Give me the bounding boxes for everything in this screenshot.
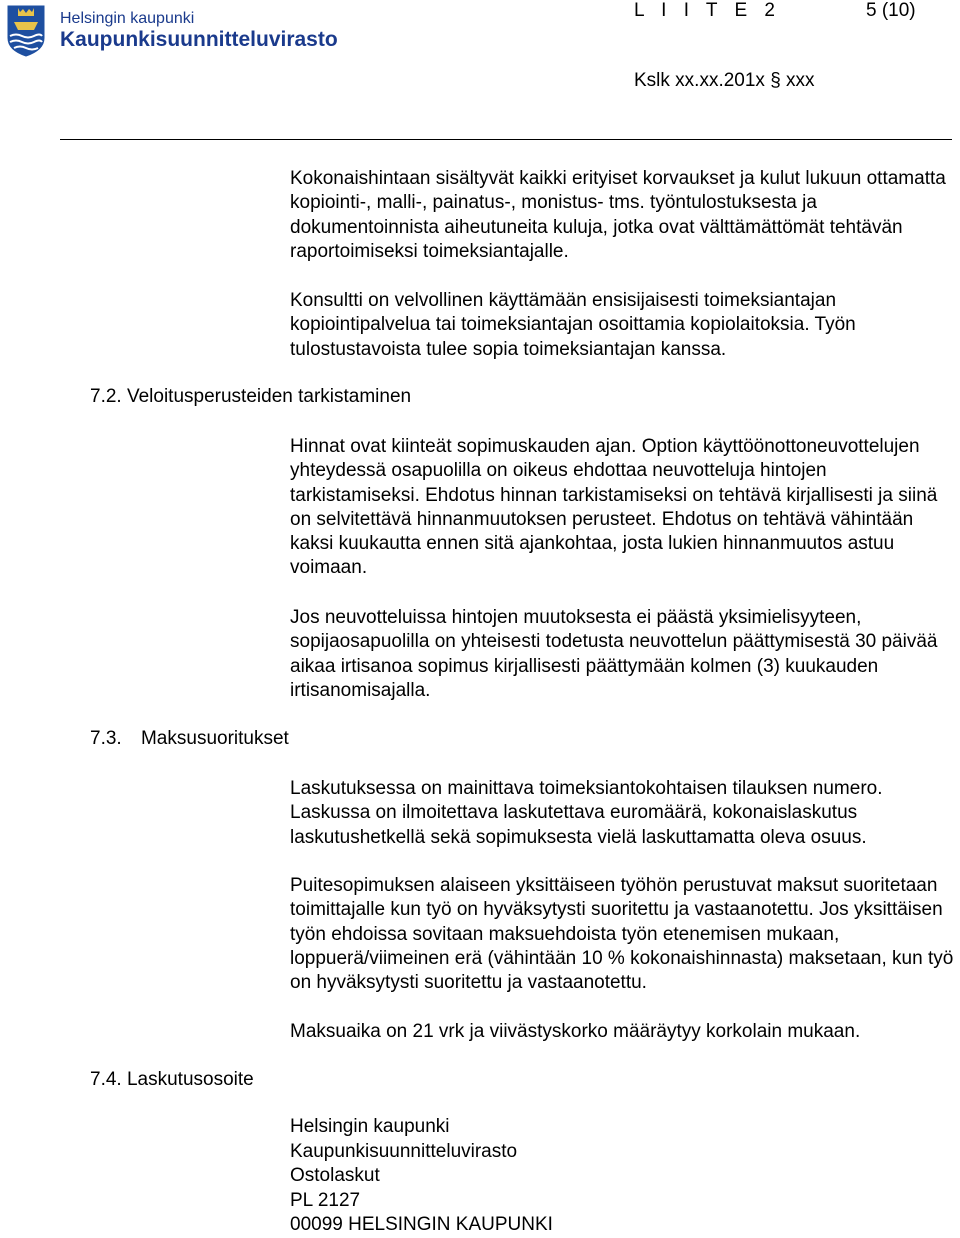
address-line: PL 2127	[290, 1189, 361, 1211]
org-name: Helsingin kaupunki	[60, 10, 195, 27]
paragraph-price-review: Hinnat ovat kiinteät sopimuskauden ajan. Option käyttöönottoneuvottelujen yhteydessä osapuolilla on oikeus ehdottaa neuvotteluja hintojen tarkistamiseksi. Ehdotus hinnan tarkistamiseksi on tehtävä kirjallisesti ja siinä on selvitettävä hinnanmuutoksen perusteet. Ehdotus on tehtävä vähintään kaksi kuukautta ennen sitä ajankohtaa, josta lukien hinnanmuutos astuu voimaan.	[290, 436, 938, 579]
page-number: 5 (10)	[866, 0, 916, 21]
section-title: Veloitusperusteiden tarkistaminen	[126, 386, 412, 407]
address-line: Ostolaskut	[290, 1165, 380, 1187]
header-divider	[60, 139, 952, 140]
section-number: 7.4.	[90, 1069, 122, 1090]
paragraph-invoicing: Laskutuksessa on mainittava toimeksiantokohtaisen tilauksen numero. Laskussa on ilmoitettava laskutettava euromäärä, kokonaislaskutus laskutushetkellä sekä sopimuksesta vielä laskuttamatta oleva osuus.	[290, 778, 883, 848]
section-number: 7.3.	[90, 728, 122, 749]
reference-number: Kslk xx.xx.201x § xxx	[634, 70, 815, 91]
document-label: L I I T E 2	[634, 0, 781, 21]
address-line: Kaupunkisuunnitteluvirasto	[290, 1140, 518, 1162]
section-heading-7-2	[90, 386, 411, 408]
department-name: Kaupunkisuunnitteluvirasto	[60, 28, 338, 51]
section-title: Maksusuoritukset	[140, 728, 289, 749]
address-line: 00099 HELSINGIN KAUPUNKI	[290, 1214, 553, 1236]
section-title: Laskutusosoite	[126, 1069, 254, 1090]
section-heading-7-3	[90, 728, 289, 750]
address-line: Helsingin kaupunki	[290, 1116, 450, 1137]
billing-address	[290, 1115, 553, 1238]
paragraph-payment-term: Maksuaika on 21 vrk ja viivästyskorko määräytyy korkolain mukaan.	[290, 1021, 861, 1042]
paragraph-payments: Puitesopimuksen alaiseen yksittäiseen työhön perustuvat maksut suoritetaan toimittajalle kun työ on hyväksytysti suoritettu ja vastaanotettu. Jos yksittäisen työn ehdoissa sovitaan maksuehdoista työn etenemisen mukaan, loppuerä/viimeinen erä (vähintään 10 % kokonaishinnasta) maksetaan, kun työ on hyväksytysti suoritettu ja vastaanotettu.	[290, 875, 954, 994]
section-number: 7.2.	[90, 386, 122, 407]
section-heading-7-4	[90, 1069, 254, 1091]
paragraph-total-price: Kokonaishintaan sisältyvät kaikki erityiset korvaukset ja kulut lukuun ottamatta kopiointi-, malli-, painatus-, monistus- tms. työntulostuksesta ja dokumentoinnista aiheutuneita kuluja, jotka ovat välttämättömät tehtävän raportoimiseksi toimeksiantajalle.	[290, 168, 946, 262]
paragraph-copying: Konsultti on velvollinen käyttämään ensisijaisesti toimeksiantajan kopiointipalvelua tai toimeksiantajan osoittamia kopiolaitoksia. Työn tulostustavoista tulee sopia toimeksiantajan kanssa.	[290, 290, 856, 360]
paragraph-negotiation: Jos neuvotteluissa hintojen muutoksesta ei päästä yksimielisyyteen, sopijaosapuolilla on yhteisesti todetusta neuvottelun päättymisestä 30 päivää aikaa irtisanoa sopimus kirjallisesti päättymään kolmen (3) kuukauden irtisanomisajalla.	[290, 607, 938, 701]
helsinki-crest-icon	[6, 4, 46, 58]
